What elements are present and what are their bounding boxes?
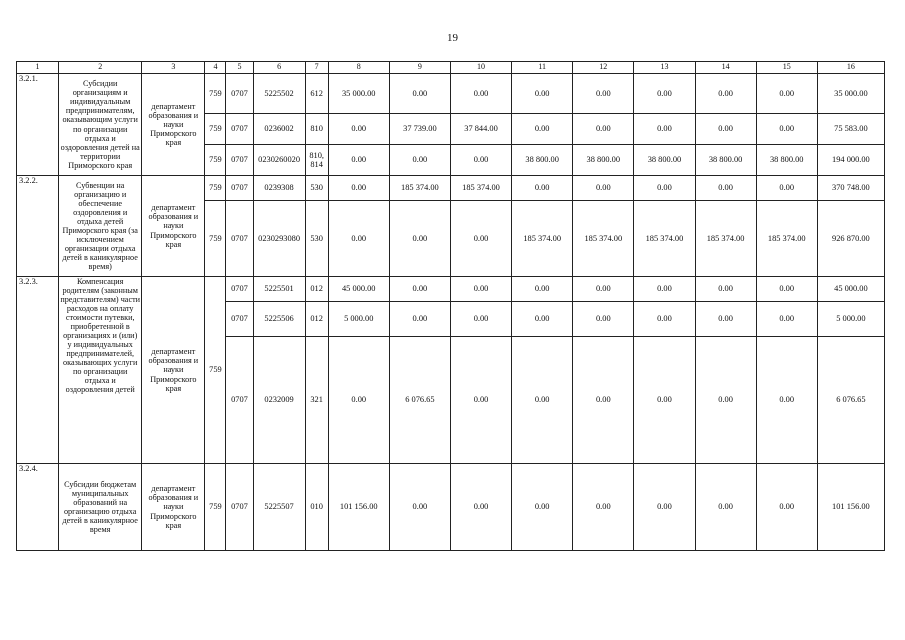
- table-cell: 101 156.00: [328, 464, 389, 551]
- table-cell: 0.00: [573, 176, 634, 201]
- table-cell: 0.00: [389, 277, 450, 302]
- col-header: 2: [59, 62, 142, 74]
- table-cell: 612: [305, 74, 328, 114]
- col-header: 10: [450, 62, 511, 74]
- table-cell: 75 583.00: [817, 114, 884, 145]
- table-cell: 0.00: [634, 277, 695, 302]
- col-header: 16: [817, 62, 884, 74]
- section-index: 3.2.4.: [17, 464, 59, 551]
- table-cell: 0707: [226, 201, 253, 277]
- table-cell: 0.00: [695, 176, 756, 201]
- table-cell: 0.00: [328, 201, 389, 277]
- table-cell: 185 374.00: [756, 201, 817, 277]
- table-cell: 0.00: [328, 145, 389, 176]
- table-cell: 0.00: [450, 74, 511, 114]
- table-cell: 012: [305, 277, 328, 302]
- section-dept: департамент образования и науки Приморского края: [142, 277, 205, 464]
- table-cell: 0.00: [695, 277, 756, 302]
- table-cell: 0.00: [450, 145, 511, 176]
- table-cell: 0.00: [573, 302, 634, 337]
- budget-table: [16, 61, 885, 551]
- table-cell: 0.00: [389, 201, 450, 277]
- table-cell: 0.00: [695, 464, 756, 551]
- table-cell: 0.00: [328, 114, 389, 145]
- table-cell: 0.00: [389, 464, 450, 551]
- table-cell: 321: [305, 337, 328, 464]
- section-dept: департамент образования и науки Приморского края: [142, 464, 205, 551]
- table-cell: 370 748.00: [817, 176, 884, 201]
- table-cell: 0.00: [634, 114, 695, 145]
- table-cell: 5 000.00: [817, 302, 884, 337]
- table-cell: 0.00: [756, 114, 817, 145]
- table-cell: 0.00: [634, 302, 695, 337]
- table-cell: 0707: [226, 302, 253, 337]
- table-row: [17, 464, 885, 551]
- table-cell: 0.00: [512, 464, 573, 551]
- table-cell: 0.00: [389, 145, 450, 176]
- table-cell: 759: [205, 464, 226, 551]
- table-cell: 0707: [226, 145, 253, 176]
- table-cell: 530: [305, 201, 328, 277]
- table-cell: 926 870.00: [817, 201, 884, 277]
- table-cell: 35 000.00: [328, 74, 389, 114]
- table-cell: 0.00: [573, 277, 634, 302]
- table-cell: 185 374.00: [389, 176, 450, 201]
- section-dept: департамент образования и науки Приморского края: [142, 176, 205, 277]
- table-row: [17, 176, 885, 201]
- table-cell: 6 076.65: [817, 337, 884, 464]
- table-cell: 38 800.00: [573, 145, 634, 176]
- table-cell: 185 374.00: [573, 201, 634, 277]
- table-cell: 759: [205, 277, 226, 464]
- table-cell: 5225501: [253, 277, 305, 302]
- table-cell: 0.00: [573, 114, 634, 145]
- table-cell: 0.00: [756, 464, 817, 551]
- table-cell: 810, 814: [305, 145, 328, 176]
- table-cell: 0.00: [450, 201, 511, 277]
- table-cell: 5225507: [253, 464, 305, 551]
- table-cell: 185 374.00: [634, 201, 695, 277]
- table-cell: 0.00: [389, 74, 450, 114]
- table-cell: 0.00: [756, 337, 817, 464]
- table-cell: 5 000.00: [328, 302, 389, 337]
- table-cell: 0.00: [328, 176, 389, 201]
- section-name: Субвенции на организацию и обеспечение оздоровления и отдыха детей Приморского края (за исключением организации отдыха детей в каникулярное время): [59, 176, 142, 277]
- table-cell: 0.00: [695, 337, 756, 464]
- section-dept: департамент образования и науки Приморского края: [142, 74, 205, 176]
- col-header: 12: [573, 62, 634, 74]
- table-cell: 0.00: [634, 74, 695, 114]
- table-cell: 45 000.00: [328, 277, 389, 302]
- table-cell: 0.00: [756, 302, 817, 337]
- table-cell: 0230260020: [253, 145, 305, 176]
- table-cell: 0.00: [695, 114, 756, 145]
- table-cell: 35 000.00: [817, 74, 884, 114]
- table-cell: 0230293080: [253, 201, 305, 277]
- col-header: 15: [756, 62, 817, 74]
- header-row: [17, 62, 885, 74]
- page-number: 19: [447, 32, 458, 44]
- table-cell: 0232009: [253, 337, 305, 464]
- section-name: Субсидии организациям и индивидуальным предпринимателям, оказывающим услуги по организации отдыха и оздоровления детей на территории Приморского края: [59, 74, 142, 176]
- section-index: 3.2.3.: [17, 277, 59, 464]
- table-cell: 0.00: [450, 337, 511, 464]
- table-cell: 5225502: [253, 74, 305, 114]
- table-cell: 0.00: [756, 176, 817, 201]
- table-cell: 5225506: [253, 302, 305, 337]
- table-cell: 38 800.00: [695, 145, 756, 176]
- table-cell: 0.00: [450, 277, 511, 302]
- table-cell: 194 000.00: [817, 145, 884, 176]
- table-cell: 0239308: [253, 176, 305, 201]
- table-cell: 38 800.00: [634, 145, 695, 176]
- table-cell: 185 374.00: [512, 201, 573, 277]
- table-cell: 38 800.00: [756, 145, 817, 176]
- table-cell: 0707: [226, 114, 253, 145]
- section-index: 3.2.1.: [17, 74, 59, 176]
- col-header: 7: [305, 62, 328, 74]
- col-header: 5: [226, 62, 253, 74]
- col-header: 8: [328, 62, 389, 74]
- table-cell: 101 156.00: [817, 464, 884, 551]
- col-header: 6: [253, 62, 305, 74]
- col-header: 13: [634, 62, 695, 74]
- table-row: [17, 74, 885, 114]
- table-cell: 6 076.65: [389, 337, 450, 464]
- table-cell: 759: [205, 201, 226, 277]
- table-cell: 0.00: [512, 277, 573, 302]
- table-cell: 0.00: [450, 464, 511, 551]
- table-cell: 0707: [226, 74, 253, 114]
- table-cell: 0.00: [573, 74, 634, 114]
- table-cell: 012: [305, 302, 328, 337]
- table-cell: 759: [205, 114, 226, 145]
- table-row: [17, 277, 885, 302]
- table-cell: 37 739.00: [389, 114, 450, 145]
- table-cell: 0.00: [695, 302, 756, 337]
- table-cell: 530: [305, 176, 328, 201]
- table-cell: 0.00: [328, 337, 389, 464]
- table-cell: 0.00: [695, 74, 756, 114]
- section-name: Компенсация родителям (законным представителям) части расходов на оплату стоимости путевки, приобретенной в организациях и (или) у индивидуальных предпринимателей, оказывающих услуги по организации отдыха и оздоровления детей: [59, 277, 142, 464]
- section-index: 3.2.2.: [17, 176, 59, 277]
- table-cell: 0.00: [634, 176, 695, 201]
- table-cell: 0.00: [512, 337, 573, 464]
- table-cell: 759: [205, 74, 226, 114]
- table-cell: 0.00: [512, 176, 573, 201]
- table-cell: 759: [205, 145, 226, 176]
- table-cell: 0.00: [512, 114, 573, 145]
- table-cell: 0.00: [573, 464, 634, 551]
- table-cell: 37 844.00: [450, 114, 511, 145]
- table-cell: 0.00: [512, 74, 573, 114]
- table-cell: 0.00: [634, 464, 695, 551]
- table-cell: 38 800.00: [512, 145, 573, 176]
- table-cell: 0707: [226, 337, 253, 464]
- table-cell: 45 000.00: [817, 277, 884, 302]
- col-header: 4: [205, 62, 226, 74]
- table-cell: 0.00: [756, 277, 817, 302]
- table-cell: 0707: [226, 277, 253, 302]
- table-cell: 0236002: [253, 114, 305, 145]
- col-header: 1: [17, 62, 59, 74]
- table-cell: 0.00: [389, 302, 450, 337]
- col-header: 3: [142, 62, 205, 74]
- table-cell: 0.00: [450, 302, 511, 337]
- section-name: Субсидии бюджетам муниципальных образований на организацию отдыха детей в каникулярное время: [59, 464, 142, 551]
- table-cell: 0707: [226, 176, 253, 201]
- table-cell: 0.00: [634, 337, 695, 464]
- table-cell: 0.00: [512, 302, 573, 337]
- table-cell: 0.00: [756, 74, 817, 114]
- table-cell: 759: [205, 176, 226, 201]
- col-header: 9: [389, 62, 450, 74]
- col-header: 14: [695, 62, 756, 74]
- table-cell: 010: [305, 464, 328, 551]
- table-cell: 185 374.00: [695, 201, 756, 277]
- table-cell: 0.00: [573, 337, 634, 464]
- col-header: 11: [512, 62, 573, 74]
- table-cell: 0707: [226, 464, 253, 551]
- table-cell: 185 374.00: [450, 176, 511, 201]
- table-cell: 810: [305, 114, 328, 145]
